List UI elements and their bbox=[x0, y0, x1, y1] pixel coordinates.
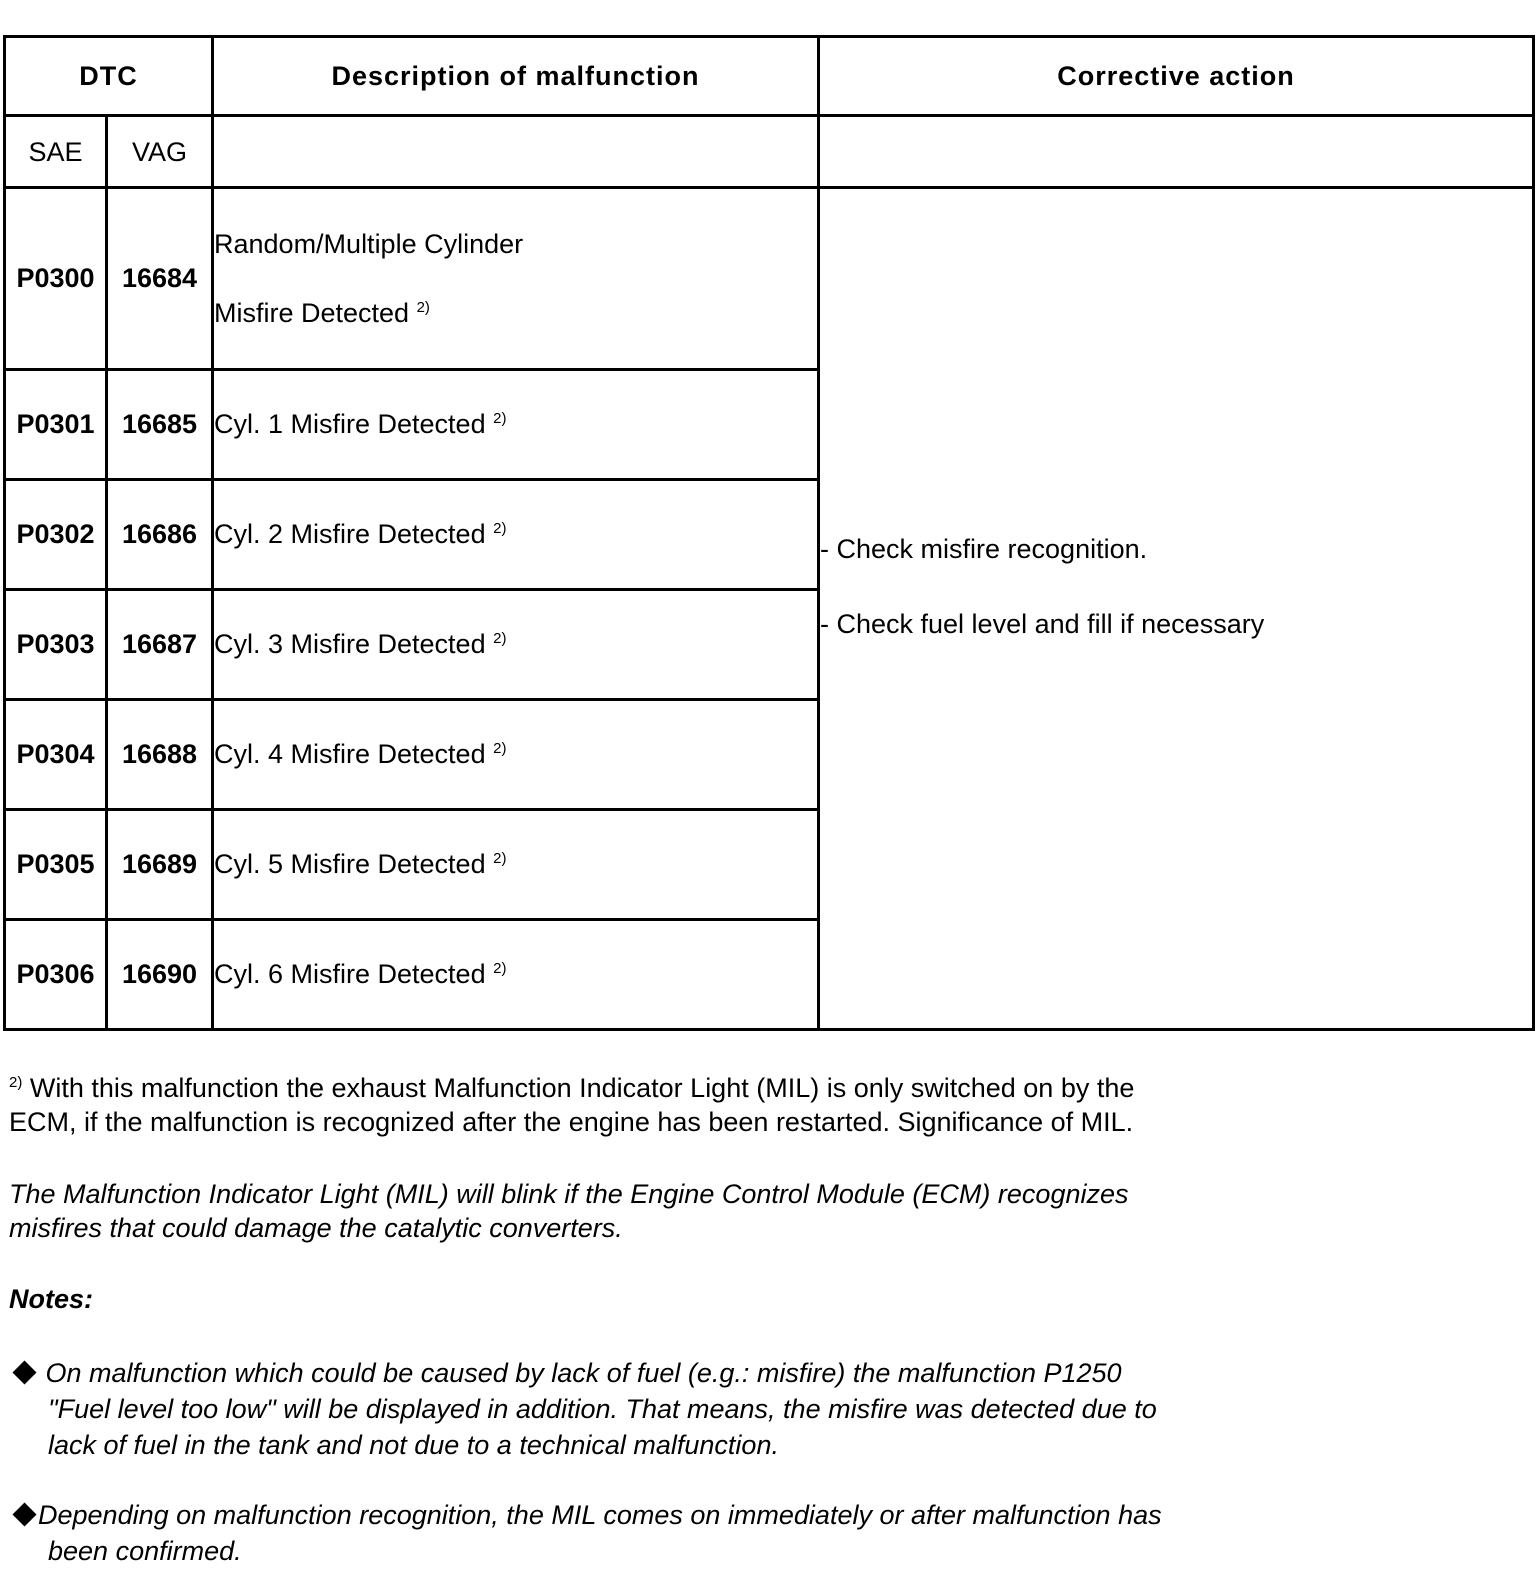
empty-cell bbox=[819, 116, 1534, 188]
action-item: - Check fuel level and fill if necessary bbox=[820, 608, 1265, 639]
notes-title: Notes: bbox=[9, 1284, 94, 1314]
footnote-marker: 2) bbox=[9, 1074, 23, 1091]
note-item: Depending on malfunction recognition, the MIL comes on immediately or after malfunction has been confirmed. bbox=[12, 1497, 1252, 1569]
corrective-action-cell bbox=[819, 188, 1534, 1030]
footnote-marker: 2) bbox=[493, 520, 507, 537]
dtc-table bbox=[3, 35, 1535, 1031]
sae-code: P0305 bbox=[5, 810, 107, 920]
sae-code: P0301 bbox=[5, 370, 107, 480]
malfunction-description bbox=[213, 188, 819, 370]
sae-code: P0306 bbox=[5, 920, 107, 1030]
footnote-marker: 2) bbox=[493, 740, 507, 757]
header-corrective-action: Corrective action bbox=[819, 37, 1534, 116]
vag-code: 16686 bbox=[107, 480, 213, 590]
vag-code: 16685 bbox=[107, 370, 213, 480]
malfunction-description: Cyl. 6 Misfire Detected $^{2)}$ bbox=[213, 920, 819, 1030]
footnote-marker: 2) bbox=[493, 960, 507, 977]
vag-code: 16689 bbox=[107, 810, 213, 920]
header-description: Description of malfunction bbox=[213, 37, 819, 116]
vag-code: 16690 bbox=[107, 920, 213, 1030]
header-dtc: DTC bbox=[5, 37, 213, 116]
malfunction-description: Cyl. 1 Misfire Detected $^{2)}$ bbox=[213, 370, 819, 480]
footnote-marker: 2) bbox=[416, 298, 430, 316]
header-sae: SAE bbox=[5, 116, 107, 188]
malfunction-description: Cyl. 4 Misfire Detected $^{2)}$ bbox=[213, 700, 819, 810]
vag-code: 16684 bbox=[107, 188, 213, 370]
sae-code: P0303 bbox=[5, 590, 107, 700]
note-item: On malfunction which could be caused by lack of fuel (e.g.: misfire) the malfunction P1250 "Fuel level too low" will be displayed in addition. That means, the misfire was detected due to lack of fuel in the tank and not due to a technical malfunction. bbox=[12, 1355, 1227, 1463]
action-item: - Check misfire recognition. bbox=[820, 533, 1148, 564]
footnote-marker: 2) bbox=[493, 630, 507, 647]
malfunction-description: Cyl. 3 Misfire Detected $^{2)}$ bbox=[213, 590, 819, 700]
sae-code: P0300 bbox=[5, 188, 107, 370]
black-diamond-icon bbox=[12, 1360, 38, 1386]
black-diamond-icon bbox=[12, 1502, 38, 1528]
footnote-marker: 2) bbox=[493, 850, 507, 867]
footnote-text: $^{2)}$ With this malfunction the exhaust Malfunction Indicator Light (MIL) is only switched on by the ECM, if the malfunction is recognized after the engine has been restarted. Significance of MIL. bbox=[9, 1073, 1135, 1137]
sae-code: P0304 bbox=[5, 700, 107, 810]
description-line: Misfire Detected bbox=[214, 297, 410, 328]
subheader-row bbox=[5, 116, 1534, 188]
sae-code: P0302 bbox=[5, 480, 107, 590]
footnote-marker: 2) bbox=[493, 410, 507, 427]
malfunction-description: Cyl. 2 Misfire Detected $^{2)}$ bbox=[213, 480, 819, 590]
malfunction-description: Cyl. 5 Misfire Detected $^{2)}$ bbox=[213, 810, 819, 920]
table-row bbox=[5, 188, 1534, 370]
header-vag: VAG bbox=[107, 116, 213, 188]
description-line: Random/Multiple Cylinder bbox=[214, 228, 524, 259]
mil-blink-text: The Malfunction Indicator Light (MIL) will blink if the Engine Control Module (ECM) recognizes misfires that could damage the catalytic converters. bbox=[9, 1179, 1129, 1243]
vag-code: 16688 bbox=[107, 700, 213, 810]
header-row bbox=[5, 37, 1534, 116]
vag-code: 16687 bbox=[107, 590, 213, 700]
empty-cell bbox=[213, 116, 819, 188]
